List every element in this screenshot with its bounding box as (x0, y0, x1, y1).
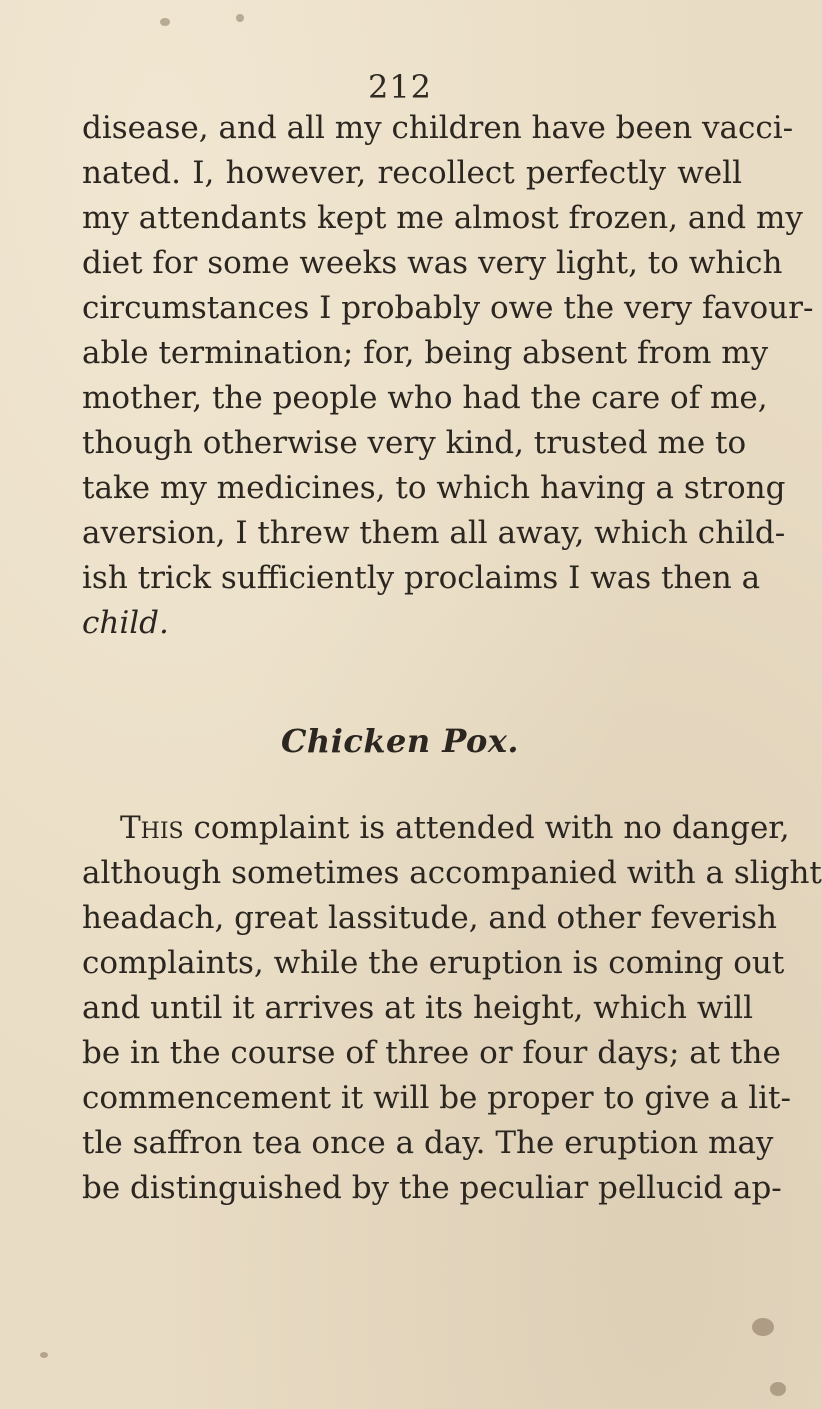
text-line (82, 511, 786, 556)
line-text: ish trick sufficiently proclaims I was then a (82, 560, 761, 596)
paragraph-2 (82, 806, 822, 1211)
page-number: 212 (367, 68, 433, 106)
text-line (82, 196, 803, 241)
line-text: disease, and all my children have been vacci- (82, 110, 794, 146)
text-line (82, 421, 747, 466)
text-line (82, 851, 822, 896)
line-text: tle saffron tea once a day. The eruption may (82, 1125, 774, 1161)
text-line (82, 556, 761, 601)
line-text: aversion, I threw them all away, which child- (82, 515, 786, 551)
line-text: circumstances I probably owe the very favour- (82, 290, 814, 326)
text-line (82, 106, 794, 151)
text-line (82, 896, 777, 941)
line-text: be distinguished by the peculiar pellucid ap- (82, 1170, 782, 1206)
line-text: commencement it will be proper to give a lit- (82, 1080, 791, 1116)
paragraph-1 (82, 106, 814, 646)
line-text: and until it arrives at its height, which will (82, 990, 754, 1026)
paper-speck (40, 1352, 48, 1358)
line-text: child. (82, 605, 169, 641)
text-line (82, 601, 742, 646)
text-line (82, 986, 754, 1031)
section-heading: Chicken Pox. (280, 722, 520, 760)
line-text: mother, the people who had the care of me, (82, 380, 768, 416)
text-line (82, 1031, 781, 1076)
text-line (82, 286, 814, 331)
paper-speck (752, 1318, 774, 1336)
paper-speck (160, 18, 170, 26)
text-line (82, 331, 769, 376)
first-word: This (120, 810, 184, 846)
line-text: complaint is attended with no danger, (193, 810, 790, 846)
text-line (82, 1166, 782, 1211)
text-line (82, 241, 783, 286)
text-line (82, 466, 786, 511)
line-text: nated. I, however, recollect perfectly well (82, 155, 742, 191)
text-line (82, 376, 768, 421)
paper-speck (236, 14, 244, 22)
line-text: diet for some weeks was very light, to which (82, 245, 783, 281)
text-line (82, 806, 790, 851)
line-text: take my medicines, to which having a strong (82, 470, 786, 506)
text-line (82, 941, 785, 986)
line-text: my attendants kept me almost frozen, and my (82, 200, 803, 236)
line-text: though otherwise very kind, trusted me to (82, 425, 747, 461)
line-text: although sometimes accompanied with a slight (82, 855, 822, 891)
line-text: headach, great lassitude, and other feverish (82, 900, 777, 936)
text-line (82, 151, 742, 196)
line-text: complaints, while the eruption is coming out (82, 945, 785, 981)
text-line (82, 1121, 774, 1166)
line-text: be in the course of three or four days; at the (82, 1035, 781, 1071)
paper-speck (770, 1382, 786, 1396)
line-text: able termination; for, being absent from my (82, 335, 769, 371)
text-line (82, 1076, 791, 1121)
